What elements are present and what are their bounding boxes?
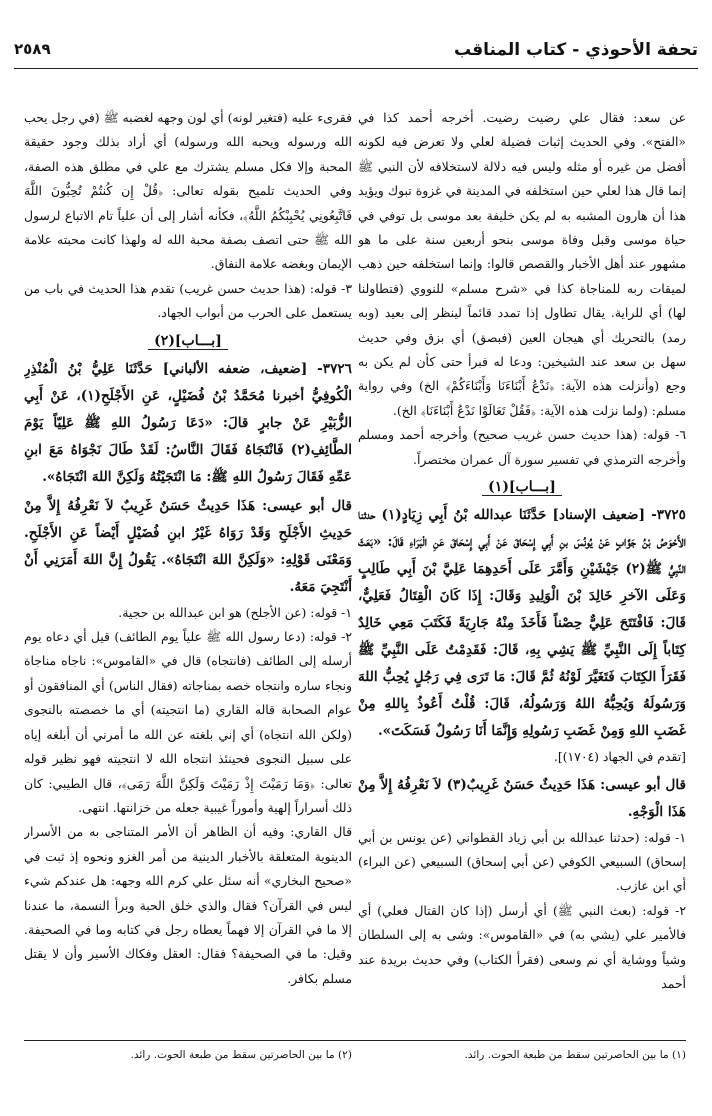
page-number: ٢٥٨٩ — [14, 40, 51, 58]
hadith-grade: قال أبو عيسى: هَذَا حَدِيثٌ حَسَنٌ غَرِيبٌ(٣) لاَ نَعْرِفُهُ إِلاَّ مِنْ هَذَا الْوَجْهِ. — [358, 776, 686, 820]
left-column — [24, 106, 352, 1034]
footnote-divider — [24, 1040, 686, 1041]
commentary-note: ٦- قوله: (هذا حديث حسن غريب صحيح) وأخرجه أحمد ومسلم وأخرجه الترمذي في تفسير سورة آل عمران مختصراً. — [358, 427, 686, 467]
footnote-left: (٢) ما بين الحاصرتين سقط من طبعة الحوت. رائد. — [130, 1049, 352, 1061]
commentary-note: ٢- قوله: (دعا رسول الله ﷺ علياً يوم الطائف) قيل أي دعاه يوم أرسله إلى الطائف (فانتجاه) قال في «القاموس»: ناجاه مناجاة ونجاء ساره وانتجاه خصه بمناجاته (فقال الناس) أي المنافقون أو عوام الصحابة قاله القاري (ما انتجيته) أي ما خصصته بالنجوى (ولكن الله انتجاه) أي إني بلغته عن الله ما أمرني أن أبلغه إياه على سبيل النجوى فحينئذ انتجاه الله لا انتجيته فهو نظير قوله تعالى: ﴿وَمَا رَمَيْتَ إِذْ رَمَيْتَ وَلَكِنَّ اللَّهَ رَمَى﴾، قال الطيبي: كان ذلك أسراراً إلهية وأموراً غيبية جعله من خزانتها. انتهى. — [24, 629, 352, 815]
hadith-text: ٣٧٢٦- [ضعيف، ضعفه الألباني] حَدَّثَنَا عَلِيُّ بْنُ الْمُنْذِرِ الْكُوفِيُّ أخبرنا مُحَمَّدُ بْنُ فُضَيْلٍ، عَنِ الأَجْلَحِ(١)، عَنْ أَبِي الزُّبَيْرِ عَنْ جابرٍ قالَ: «دَعَا رَسُولُ اللهِ ﷺ عَلِيّاً يَوْمَ الطَّائِفِ(٢) فَانْتَجَاهُ فَقَالَ النَّاسُ: لَقَدْ طَالَ نَجْوَاهُ مَعَ ابنِ عَمِّهِ فَقَالَ رَسُولُ اللهِ ﷺ: مَا انْتَجَيْتُهُ وَلَكِنَّ اللهَ انْتَجَاهُ». — [24, 360, 352, 485]
commentary-paragraph: فقرىء عليه (فتغير لونه) أي لون وجهه لغضبه ﷺ (في رجل يحب الله ورسوله ويحبه الله ورسوله) أي أراد بذلك وجود حقيقة المحبة وإلا فكل مسلم يشترك مع علي في مطلق هذه الصفة، وفي الحديث تلميح بقوله تعالى: ﴿قُلْ إِن كُنتُمْ تُحِبُّونَ اللَّهَ فَاتَّبِعُونِي يُحْبِبْكُمُ اللَّهُ﴾، فكأنه أشار إلى أن علياً تام الاتباع لرسول الله ﷺ حتى اتصف بصفة محبة الله له ولهذا كانت محبته علامة الإيمان وبغضه علامة النفاق. — [24, 110, 352, 272]
hadith-grade: قال أبو عيسى: هَذَا حَدِيثٌ حَسَنٌ غَرِيبٌ لاَ نَعْرِفُهُ إِلاَّ مِنْ حَدِيثِ الأَجْلَحِ وَقَدْ رَوَاهُ غَيْرُ ابنِ فُضَيْلٍ أَيْضاً عَنِ الأَجْلَحِ. وَمَعْنَى قَوْلِهِ: «وَلَكِنَّ اللهَ انْتَجَاهُ». يَقُولُ إِنَّ اللهَ أَمَرَنِي أَنْ أَنْتَجِيَ مَعَهُ. — [24, 497, 352, 595]
commentary-note: ٣- قوله: (هذا حديث حسن غريب) تقدم هذا الحديث في باب من يستعمل على الحرب من أبواب الجهاد. — [24, 280, 352, 321]
commentary-note: ١- قوله: (عن الأجلح) هو ابن عبدالله بن حجية. — [118, 604, 352, 620]
hadith-reference: [تقدم في الجهاد (١٧٠٤)]. — [553, 749, 686, 765]
chapter-heading-text: [بـــاب](٢) — [148, 333, 228, 350]
footnote-right: (١) ما بين الحاصرتين سقط من طبعة الحوت. رائد. — [464, 1049, 686, 1061]
commentary-paragraph: قال القاري: وفيه أن الظاهر أن الأمر المتناجى به من الأسرار الدينوية المتعلقة بالأخبار الدينية من أمر الغزو ونحوه إذ ثبت في «صحيح البخاري» أنه سئل علي كرم الله وجهه: هل عندكم شيء ليس في القرآن؟ فقال والذي خلق الحبة وبرأ النسمة، ما عندنا إلا ما في القرآن إلا فهماً يعطاه رجل في كتابه وما في الصحيفة. وقيل: ما في الصحيفة؟ فقال: العقل وفكاك الأسير وأن لا يقتل مسلم بكافر. — [24, 824, 352, 986]
chapter-heading — [358, 474, 686, 500]
running-title: تحفة الأحوذي - كتاب المناقب — [454, 40, 698, 60]
commentary-note: ٢- قوله: (بعث النبي ﷺ) أي أرسل (إذا كان القتال فعلي) أي فالأمير علي (يشي به) في «القاموس»: وشى به إلى السلطان وشياً ووشاية أي نم وسعى (فقرأ الكتاب) وفي حديث بريدة عند أحمد — [358, 902, 686, 991]
right-column — [358, 106, 686, 1034]
hadith-text: ٣٧٢٥- [ضعيف الإسناد] حَدَّثَنَا عبدالله بْنُ أَبِي زِيَادٍ(١) حدثنا الأَحْوَصُ بْنُ جَوَّابٍ عَنْ يُونُسَ بنِ أَبِي إِسْحَاقَ عَنْ أَبِي إِسْحَاقَ عَنِ الْبَرَاءِ قَالَ: «بَعَثَ النَّبِيُّ ﷺ(٢) جَيْشَيْنِ وَأَمَّرَ عَلَى أَحَدِهِمَا عَلِيَّ بْنَ أَبِي طَالِبٍ وَعَلَى الآخرِ خَالِدَ بْنَ الْوَلِيدِ وَقَالَ: إِذَا كَانَ الْقِتَالُ فَعَلِيٌّ، قَالَ: فَافْتَتَحَ عَلِيٌّ حِصْناً فَأَخَذَ مِنْهُ جَارِيَةً فَكَتَبَ مَعِي خَالِدٌ كِتَاباً إِلَى النَّبِيِّ ﷺ يَشِي بِهِ، قَالَ: فَقَدِمْتُ عَلَى النَّبِيِّ ﷺ فَقَرَأَ الكِتَابَ فَتَغَيَّرَ لَوْنُهُ ثُمَّ قَالَ: مَا تَرَى فِي رَجُلٍ يُحِبُّ اللهَ وَرَسُولَهُ وَيُحِبُّهُ اللهُ وَرَسُولُهُ، قَالَ: قُلْتُ أَعُوذُ بِاللهِ مِنْ غَضَبِ اللهِ وَمِنْ غَضَبِ رَسُولِهِ وَإِنَّمَا أَنَا رَسُولٌ فَسَكَتَ». — [358, 507, 686, 740]
chapter-heading-text: [بـــاب](١) — [482, 479, 562, 496]
commentary-paragraph: عن سعد: فقال علي رضيت رضيت. أخرجه أحمد كذا في «الفتح». وفي الحديث إثبات فضيلة لعلي ولا تعرض فيه لكونه أفضل من غيره أو مثله وليس فيه دلالة لاستخلافه لأن النبي ﷺ إنما قال هذا لعلي حين استخلفه في المدينة في غزوة تبوك ويؤيد هذا أن هارون المشبه به لم يكن خليفة بعد موسى بل توفي في حياة موسى وقبل وفاة موسى بنحو أربعين سنة على ما هو مشهور عند أهل الأخبار والقصص قالوا: وإنما استخلفه حين ذهب لميقات ربه للمناجاة كذا في «شرح مسلم» للنووي (فتطاولنا لها) أي للراية. يقال تطاول إذا تمدد قائماً لينظر إلى بعيد (وبه رمد) بالتحريك أي هيجان العين (فبصق) أي بزق وفي حديث سهل بن سعد عند الشيخين: ودعا له فبرأ حتى كأن لم يكن به وجع (وأنزلت هذه الآية: ﴿نَدْعُ أَبْنَاءَنَا وَأَبْنَاءَكُمْ﴾ الخ) وفي رواية مسلم: (ولما نزلت هذه الآية: ﴿فَقُلْ تَعَالَوْا نَدْعُ أَبْنَاءَنَا﴾ الخ). — [358, 110, 686, 418]
running-header — [14, 38, 698, 69]
commentary-note: ١- قوله: (حدثنا عبدالله بن أبي زياد القطواني (عن يونس بن أبي إسحاق) السبيعي الكوفي (عن أبي إسحاق) السبيعي (عن البراء) أي ابن عازب. — [358, 829, 686, 894]
chapter-heading — [24, 328, 352, 354]
